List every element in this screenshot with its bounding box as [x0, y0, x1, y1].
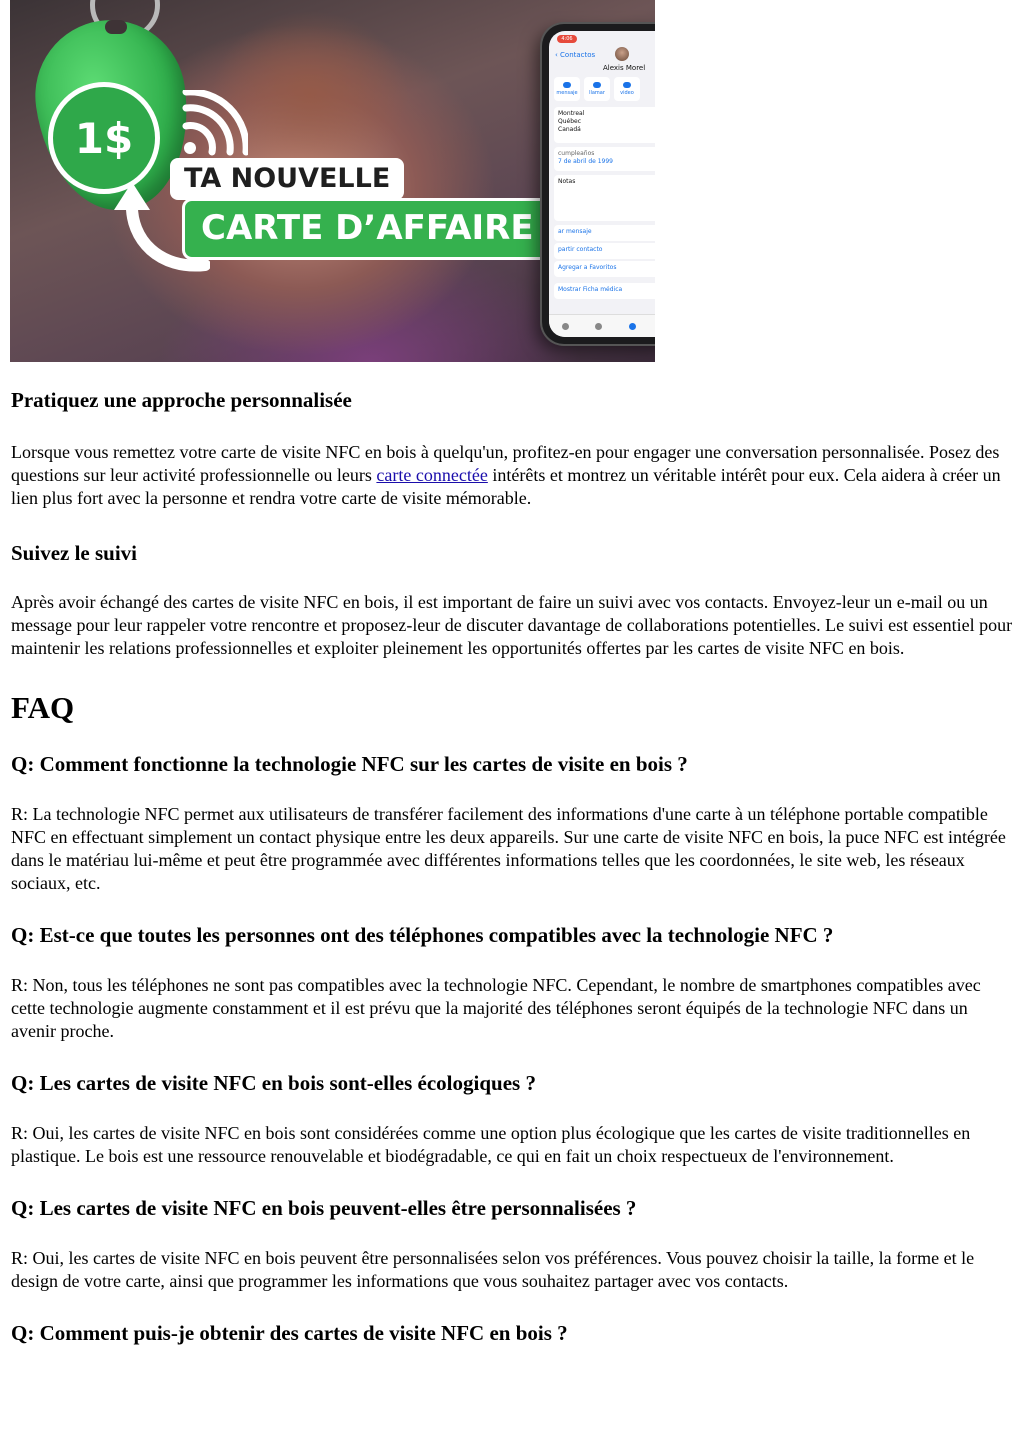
faq-question: Q: Comment fonctionne la technologie NFC sur les cartes de visite en bois ?	[11, 752, 688, 776]
headline-tag-main: CARTE D’AFFAIRE	[182, 198, 553, 260]
menu-item: Agregar a Favoritos	[554, 261, 655, 277]
carte-connectee-link[interactable]: carte connectée	[376, 465, 488, 485]
faq-answer: R: La technologie NFC permet aux utilisateurs de transférer facilement des informations d'une carte à un téléphone portable compatible NFC en effectuant simplement un contact physique entre les deux appareils. Sur une carte de visite NFC en bois, la puce NFC est intégrée dans le matériau lui-même et peut être programmée avec différentes informations telles que les coordonnées, le site web, les réseaux sociaux, etc.	[11, 804, 1006, 893]
menu-item: Mostrar Ficha médica	[554, 283, 655, 299]
call-action: llamar	[584, 77, 610, 101]
clock-icon	[595, 323, 602, 330]
video-action: video	[614, 77, 640, 101]
faq-question: Q: Les cartes de visite NFC en bois sont-elles écologiques ?	[11, 1071, 536, 1095]
contact-name: Alexis Morel	[603, 64, 646, 72]
price-badge: 1$	[48, 82, 160, 194]
faq-question: Q: Comment puis-je obtenir des cartes de visite NFC en bois ?	[11, 1321, 568, 1345]
notes-card: Notas	[554, 175, 655, 221]
message-action: mensaje	[554, 77, 580, 101]
faq-title: FAQ	[11, 690, 75, 725]
headline-tag-top: TA NOUVELLE	[170, 158, 404, 200]
section-heading: Pratiquez une approche personnalisée	[11, 388, 352, 412]
faq-answer: R: Non, tous les téléphones ne sont pas compatibles avec la technologie NFC. Cependant, le nombre de smartphones compatibles avec cette technologie augmente constamment et il est prévu que la majorité des téléphones seront équipés de la technologie NFC dans un avenir proche.	[11, 975, 981, 1041]
birthday-card: cumpleaños 7 de abril de 1999	[554, 147, 655, 171]
faq-answer: R: Oui, les cartes de visite NFC en bois sont considérées comme une option plus écologique que les cartes de visite traditionnelles en plastique. Le bois est une ressource renouvelable et biodégradable, ce qui en fait un choix respectueux de l'environnement.	[11, 1123, 971, 1166]
hero-image	[10, 0, 655, 362]
status-time: 4:06	[557, 35, 577, 43]
video-icon	[623, 82, 631, 88]
keychain-hole	[105, 20, 127, 34]
menu-item: partir contacto	[554, 243, 655, 259]
message-icon	[563, 82, 571, 88]
address-card: Montreal Québec Canadá	[554, 107, 655, 143]
phone-tabbar	[549, 314, 655, 337]
contacts-icon	[629, 323, 636, 330]
faq-answer: R: Oui, les cartes de visite NFC en bois peuvent être personnalisées selon vos préférences. Vous pouvez choisir la taille, la forme et le design de votre carte, ainsi que programmer les informations que vous souhaitez partager avec vos contacts.	[11, 1248, 975, 1291]
back-link: ‹ Contactos	[555, 51, 596, 59]
menu-item: ar mensaje	[554, 225, 655, 241]
phone-screen	[549, 31, 655, 337]
article-content	[11, 387, 1014, 1346]
phone-mockup	[542, 24, 655, 344]
faq-question: Q: Les cartes de visite NFC en bois peuvent-elles être personnalisées ?	[11, 1196, 637, 1220]
phone-icon	[593, 82, 601, 88]
avatar	[615, 47, 629, 61]
section-heading: Suivez le suivi	[11, 541, 138, 565]
section-paragraph: Après avoir échangé des cartes de visite NFC en bois, il est important de faire un suivi avec vos contacts. Envoyez-leur un e-mail ou un message pour leur rappeler votre rencontre et proposez-leur de discuter davantage de collaborations potentielles. Le suivi est essentiel pour maintenir les relations professionnelles et exploiter pleinement les opportunités offertes par les cartes de visite NFC en bois.	[11, 592, 1013, 658]
nfc-signal-icon	[178, 90, 248, 160]
star-icon	[562, 323, 569, 330]
faq-question: Q: Est-ce que toutes les personnes ont des téléphones compatibles avec la technologie NFC ?	[11, 923, 834, 947]
section-paragraph: Lorsque vous remettez votre carte de visite NFC en bois à quelqu'un, profitez-en pour engager une conversation personnalisée. Posez des questions sur leur activité professionnelle ou leurs carte connectée intérêts et montrez un véritable intérêt pour eux. Cela aidera à créer un lien plus fort avec la personne et rendra votre carte de visite mémorable.	[11, 442, 1001, 508]
contact-actions	[554, 77, 640, 101]
